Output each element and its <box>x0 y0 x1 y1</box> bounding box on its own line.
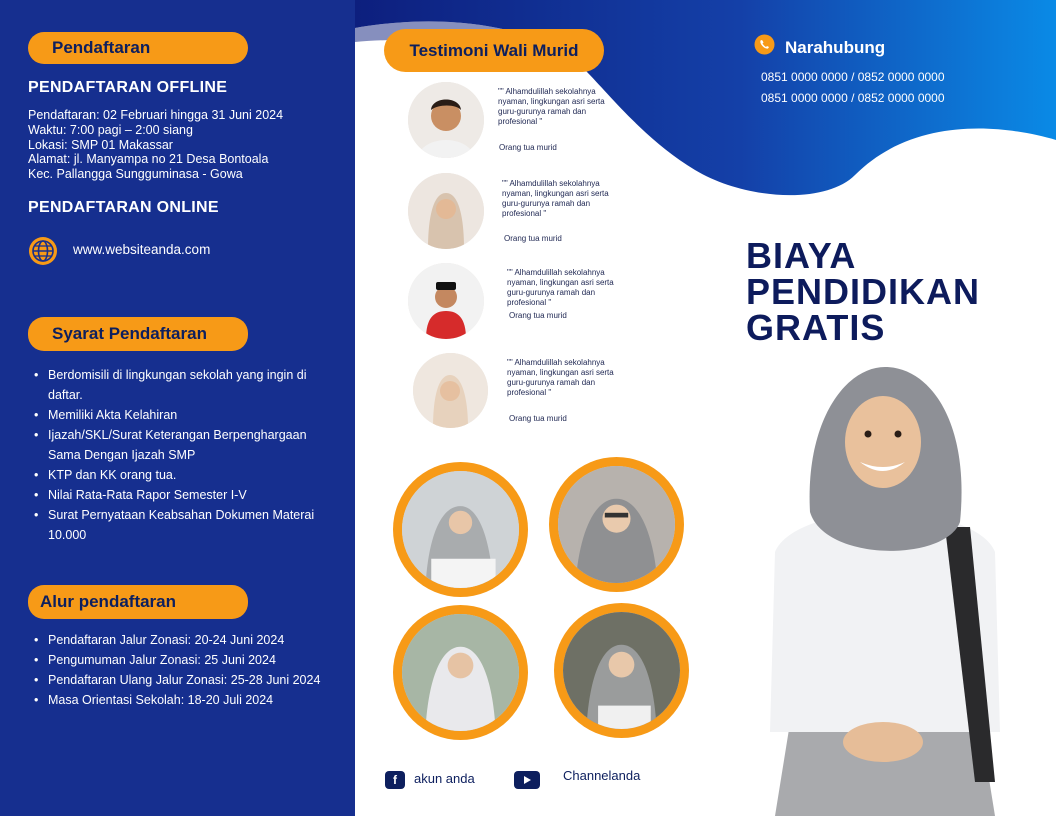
facebook-icon[interactable]: f <box>385 771 405 789</box>
facebook-label[interactable]: akun anda <box>414 771 475 786</box>
offline-line: Lokasi: SMP 01 Makassar <box>28 137 173 152</box>
offline-heading: PENDAFTARAN OFFLINE <box>28 79 228 96</box>
list-item: • Surat Pernyataan Keabsahan Dokumen Materai 10.000 <box>28 505 333 545</box>
list-item: • Pendaftaran Ulang Jalur Zonasi: 25-28 Juni 2024 <box>28 670 348 690</box>
offline-line: Pendaftaran: 02 Februari hingga 31 Juni 2024 <box>28 108 284 122</box>
hero-line: GRATIS <box>746 307 886 348</box>
offline-line: Alamat: jl. Manyampa no 21 Desa Bontoala <box>28 152 269 167</box>
beige-hijab-woman-avatar <box>413 353 488 428</box>
requirements-list <box>28 365 333 545</box>
testimonial-quote: "" Alhamdulillah sekolahnya nyaman, lingkungan asri serta guru-gurunya ramah dan profesional " <box>507 358 614 397</box>
list-item: • Pendaftaran Jalur Zonasi: 20-24 Juni 2024 <box>28 630 348 650</box>
testimonial-author: Orang tua murid <box>509 414 567 423</box>
youtube-icon[interactable] <box>514 771 540 789</box>
list-item: • Pengumuman Jalur Zonasi: 25 Juni 2024 <box>28 650 348 670</box>
flow-pill: Alur pendaftaran <box>28 585 248 619</box>
offline-line: Waktu: 7:00 pagi – 2:00 siang <box>28 122 193 137</box>
whatsapp-icon <box>754 34 775 55</box>
left-panel <box>0 0 355 816</box>
list-item: • Berdomisili di lingkungan sekolah yang ingin di daftar. <box>28 365 333 405</box>
list-item: • Ijazah/SKL/Surat Keterangan Berpenghargaan Sama Dengan Ijazah SMP <box>28 425 333 465</box>
man-in-red-avatar <box>408 263 484 339</box>
flow-list <box>28 630 348 710</box>
offline-line: Kec. Pallangga Sungguminasa - Gowa <box>28 167 243 182</box>
phone-number[interactable]: 0851 0000 0000 / 0852 0000 0000 <box>761 91 945 105</box>
hero-title <box>746 235 981 348</box>
student-writing-photo <box>393 462 528 597</box>
testimonial-quote: "" Alhamdulillah sekolahnya nyaman, lingkungan asri serta guru-gurunya ramah dan profesional " <box>507 268 614 307</box>
student-studying-photo <box>393 605 528 740</box>
registration-pill: Pendaftaran <box>28 32 248 64</box>
hijab-woman-avatar <box>408 173 484 249</box>
list-item: • Memiliki Akta Kelahiran <box>28 405 333 425</box>
testimonial-quote: "" Alhamdulillah sekolahnya nyaman, lingkungan asri serta guru-gurunya ramah dan profesional " <box>498 87 605 126</box>
offline-info <box>28 108 283 182</box>
phone-number[interactable]: 0851 0000 0000 / 0852 0000 0000 <box>761 70 945 84</box>
student-photo <box>755 362 1015 816</box>
student-with-glasses-photo <box>549 457 684 592</box>
list-item: • Masa Orientasi Sekolah: 18-20 Juli 2024 <box>28 690 348 710</box>
hero-line: PENDIDIKAN <box>746 271 981 312</box>
testimonials-pill: Testimoni Wali Murid <box>384 29 604 72</box>
list-item: • KTP dan KK orang tua. <box>28 465 333 485</box>
contact-title: Narahubung <box>785 38 886 57</box>
globe-icon <box>28 236 58 266</box>
testimonial-author: Orang tua murid <box>499 143 557 152</box>
website-link[interactable]: www.websiteanda.com <box>73 242 211 257</box>
hero-line: BIAYA <box>746 235 857 276</box>
testimonial-author: Orang tua murid <box>504 234 562 243</box>
smiling-man-avatar <box>408 82 484 158</box>
online-heading: PENDAFTARAN ONLINE <box>28 199 219 216</box>
student-smiling-photo <box>554 603 689 738</box>
testimonial-author: Orang tua murid <box>509 311 567 320</box>
testimonial-quote: "" Alhamdulillah sekolahnya nyaman, lingkungan asri serta guru-gurunya ramah dan profesional " <box>502 179 609 218</box>
list-item: • Nilai Rata-Rata Rapor Semester I-V <box>28 485 333 505</box>
youtube-label[interactable]: Channelanda <box>563 768 641 783</box>
requirements-pill: Syarat Pendaftaran <box>28 317 248 351</box>
